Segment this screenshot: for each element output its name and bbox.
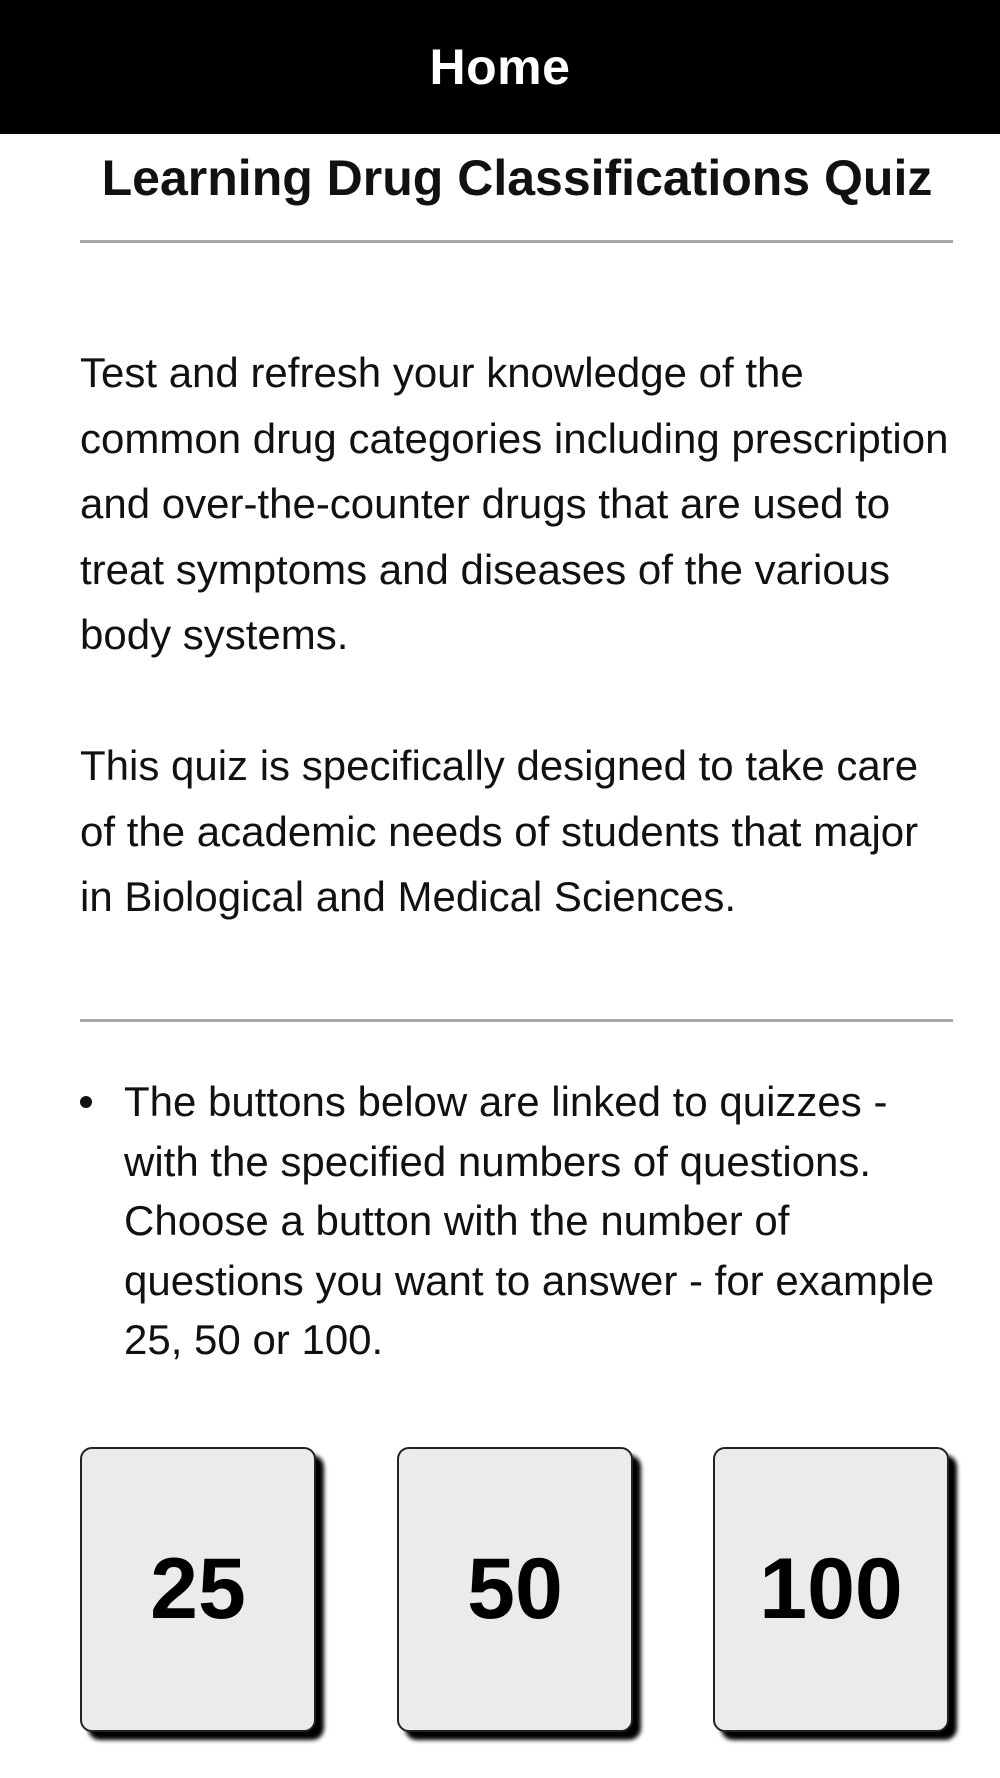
page-title: Learning Drug Classifications Quiz [101,150,933,206]
quiz-button-group [80,1447,954,1737]
audience-paragraph: This quiz is specifically designed to take care of the academic needs of students that major in Biological and Medical Sciences. [80,742,919,920]
home-link[interactable]: Home [429,39,571,95]
bullet-icon [80,1096,92,1108]
middle-divider [80,1019,953,1022]
instructions-list [80,1072,960,1370]
intro-paragraph: Test and refresh your knowledge of the common drug categories including prescription and over-the-counter drugs that are used to treat symptoms and diseases of the various body systems. [80,349,949,658]
top-navigation-bar [0,0,1000,134]
top-divider [80,240,953,243]
instruction-text: The buttons below are linked to quizzes - with the specified numbers of questions. Choose a button with the number of questions you want to answer - for example 25, 50 or 100. [124,1078,935,1363]
quiz-25-button[interactable]: 25 [80,1447,316,1732]
quiz-100-button[interactable]: 100 [713,1447,949,1732]
list-item [80,1072,960,1370]
quiz-50-button[interactable]: 50 [397,1447,633,1732]
